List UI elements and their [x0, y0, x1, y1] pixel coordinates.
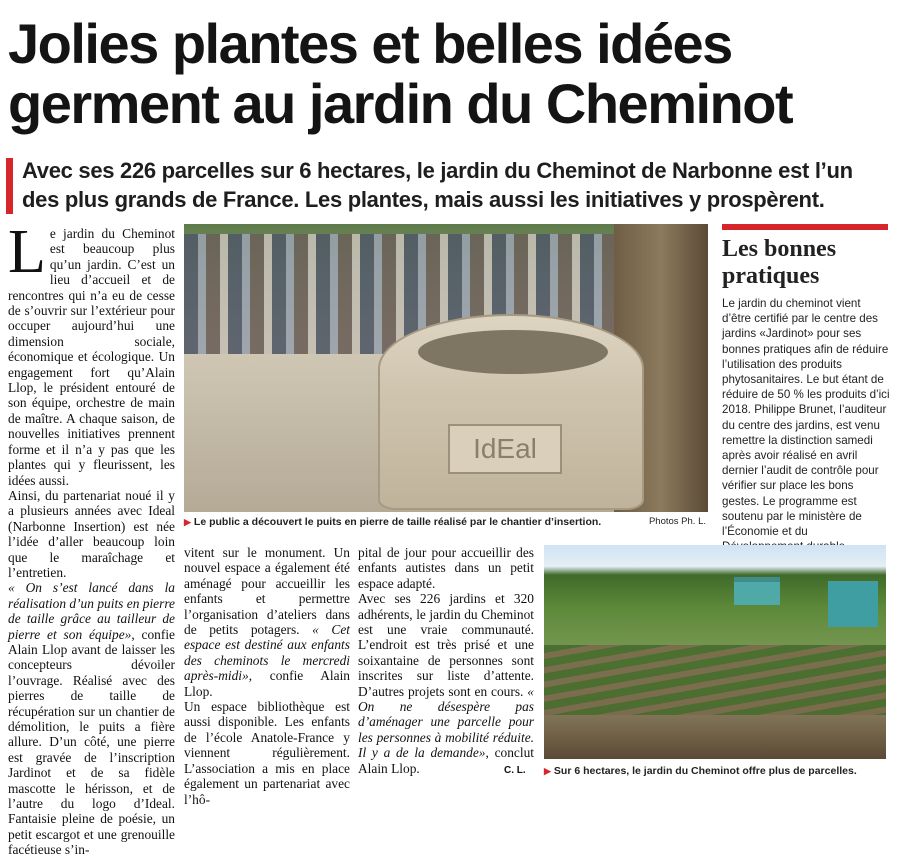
garden-rows — [544, 645, 886, 715]
caption-text: Le public a découvert le puits en pierre de taille réalisé par le chantier d’insertion. — [193, 516, 602, 528]
article-column-3 — [358, 545, 534, 781]
headline: Jolies plantes et belles idées germent au jardin du Cheminot — [8, 12, 793, 135]
well-opening — [418, 330, 608, 374]
paragraph: Ainsi, du partenariat noué il y a plusieurs années avec Ideal (Narbonne Insertion) est née l’idée d’aller beaucoup loin que le maraîchage et l’entretien. — [8, 487, 175, 580]
photo-caption — [544, 765, 894, 777]
article-column-1 — [8, 218, 175, 858]
deck-accent-bar — [6, 158, 13, 214]
author-signature: C. L. — [504, 765, 526, 776]
quote: « Cet espace est destiné aux enfants des cheminots le mercredi après-midi» — [184, 622, 351, 684]
caption-arrow-icon: ▶ — [544, 766, 551, 776]
stone-well — [378, 314, 644, 510]
article-column-2 — [184, 545, 351, 807]
sidebar-title: Les bonnes pratiques — [722, 236, 837, 289]
garden-shed — [734, 577, 780, 605]
garden-shed — [828, 581, 878, 627]
paragraph: pital de jour pour accueillir des enfants autistes dans un petit espace adapté. — [358, 545, 534, 591]
quote: « On s’est lancé dans la réalisation d’un puits en pierre de taille grâce au tailleur de pierre et son équipe» — [8, 580, 175, 642]
photo-caption — [184, 516, 708, 528]
paragraph-text: , confie Alain Llop avant de laisser les concepteurs dévoiler l’ouvrage. Réalisé avec des pierres de taille de récupération sur un chantier de démolition, le puits a fière allure. D’un côté, une pierre est gravée de l’inscription Jardinot et de sa fidèle mascotte le hérisson, et de l’autre du logo d’Ideal. Fantaisie pleine de poésie, un petit escargot et une grenouille facétieuse s’in- — [8, 626, 175, 858]
deck: Avec ses 226 parcelles sur 6 hectares, le jardin du Cheminot de Narbonne est l’un des plus grands de France. Les plantes, mais aussi les initiatives y prospèrent. — [22, 158, 853, 212]
caption-text: Sur 6 hectares, le jardin du Cheminot offre plus de parcelles. — [553, 765, 857, 777]
ideal-logo-stone: IdEal — [448, 424, 562, 474]
garden-photo — [544, 545, 886, 759]
paragraph-text: , conclut Alain Llop. — [358, 745, 534, 776]
well-photo — [184, 224, 708, 512]
sidebar-accent-bar — [722, 224, 888, 230]
drop-cap: L — [8, 218, 46, 286]
paragraph: e jardin du Cheminot est beaucoup plus qu’un jardin. C’est un lieu d’accueil et de rencontres qui n’a eu de cesse de s’ouvrir sur l’extérieur pour occuper aujourd’hui une dimension sociale, économique et écologique. Un engagement fort qu’Alain Llop, le président entouré de son équipe, orchestre de main de maître. A chaque saison, de nouvelles initiatives prennent forme et il n’a y pas que les plantes qui y fleurissent, les idées aussi. — [8, 226, 175, 488]
paragraph — [184, 545, 350, 699]
paragraph-text: , confie Alain Llop. — [184, 668, 350, 699]
paragraph-text: vitent sur le monument. Un nouvel espace a également été aménagé pour accueillir les enfants et permettre l’organisation d’ateliers dans de petits potagers. — [184, 545, 350, 638]
paragraph — [8, 580, 175, 857]
paragraph — [358, 591, 534, 776]
quote: « On ne désespère pas d’aménager une parcelle pour les personnes à mobilité réduite. Il y a de la demande» — [358, 683, 534, 761]
sidebar-text: Le jardin du cheminot vient d’être certifié par le centre des jardins «Jardinot» pour ses bonnes pratiques afin de réduire l’utilisation des produits phytosanitaires. Le but étant de réduire de 50 % les produits d’ici 2018. Philippe Brunet, l’auditeur du centre des jardins, est venu remettre la distinction samedi après avoir réalisé en avril dernier l’audit de contrôle pour vérifier sur place les bons gestes. Le programme est soutenu par le ministère de l’Économie et du — [722, 297, 890, 539]
photo-credit: Photos Ph. L. — [648, 516, 706, 527]
paragraph-text: Avec ses 226 jardins et 320 adhérents, le jardin du Cheminot est une vraie communauté. L’endroit est très prisé et une soixantaine de personnes sont inscrites sur liste d’attente. D’autres projets sont en cours. — [358, 591, 534, 699]
caption-arrow-icon: ▶ — [184, 517, 191, 527]
paragraph: Un espace bibliothèque est aussi disponible. Les enfants de l’école Anatole-France y viennent régulièrement. L’association a mis en place également un partenariat avec l’hô- — [184, 699, 350, 807]
